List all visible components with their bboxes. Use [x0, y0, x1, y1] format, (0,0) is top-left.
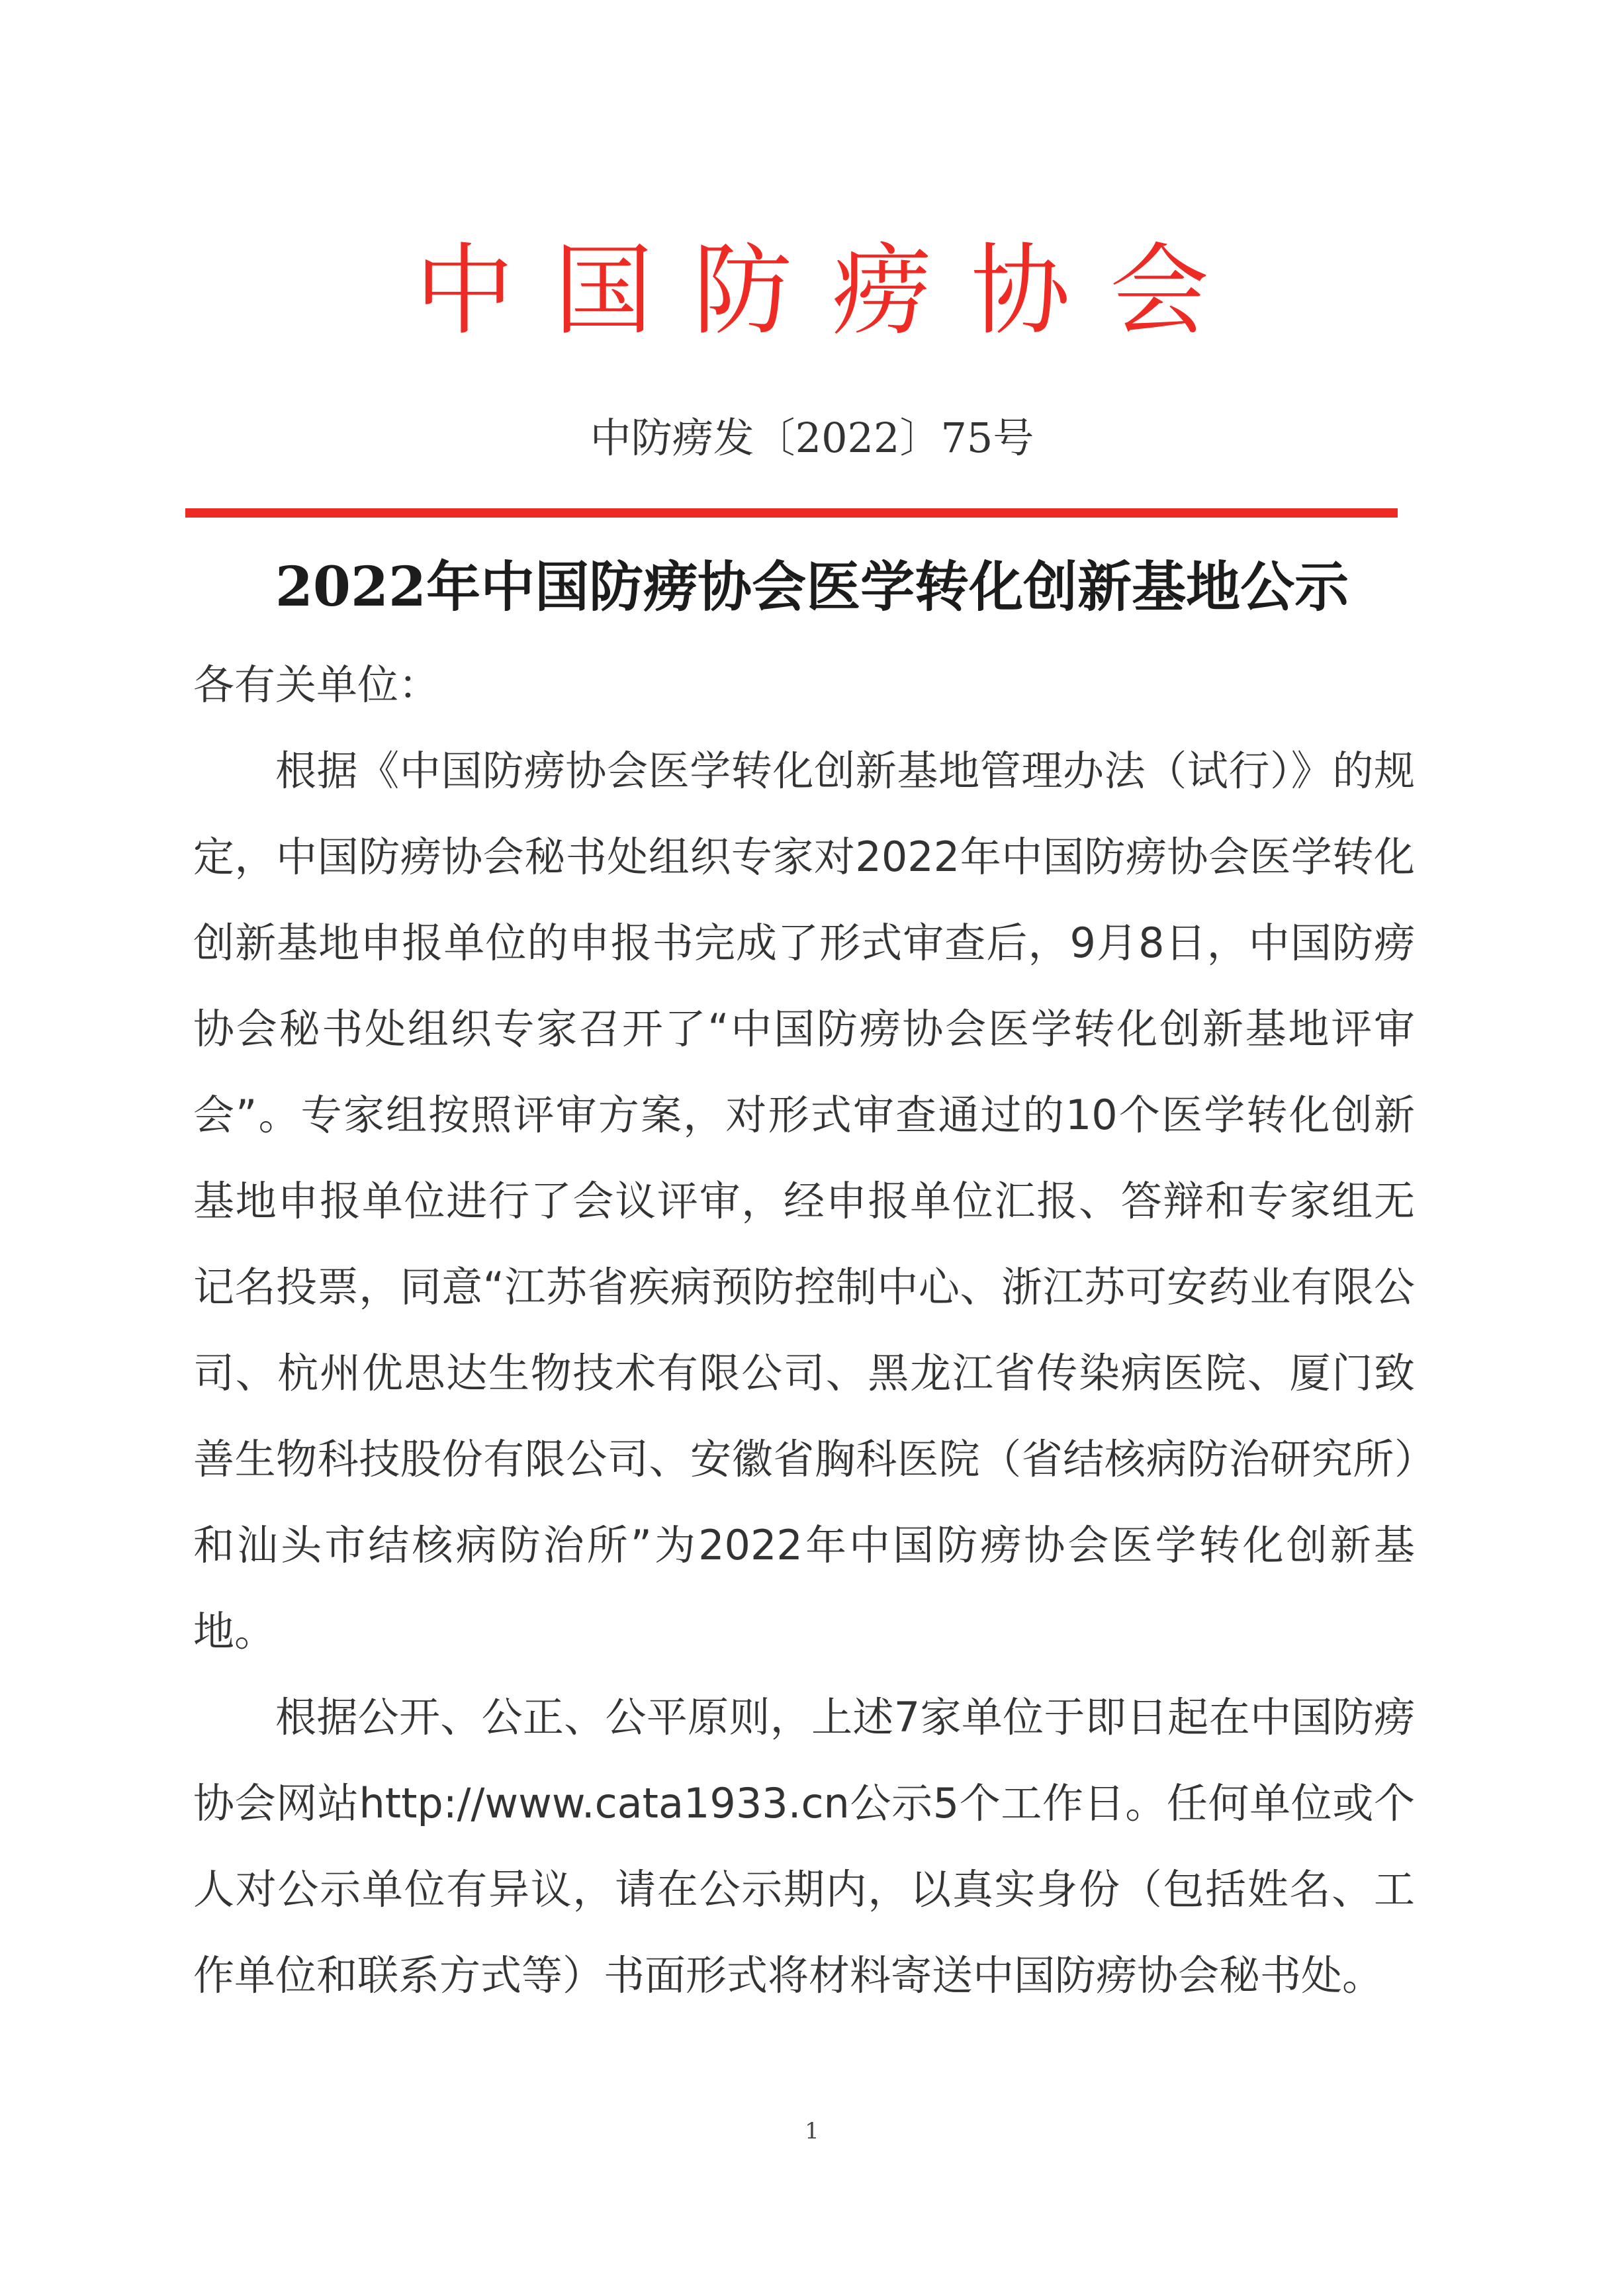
body-paragraph-1: 根据《中国防痨协会医学转化创新基地管理办法（试行）》的规定，中国防痨协会秘书处组织专家对2022年中国防痨协会医学转化创新基地申报单位的申报书完成了形式审查后，9月8日，中国防痨协会秘书处组织专家召开了“中国防痨协会医学转化创新基地评审会”。专家组按照评审方案，对形式审查通过的10个医学转化创新基地申报单位进行了会议评审，经申报单位汇报、答辩和专家组无记名投票，同意“江苏省疾病预防控制中心、浙江苏可安药业有限公司、杭州优思达生物技术有限公司、黑龙江省传染病医院、厦门致善生物科技股份有限公司、安徽省胸科医院（省结核病防治研究所）和汕头市结核病防治所”为2022年中国防痨协会医学转化创新基地。	[193, 747, 1415, 1655]
organization-header: 中国防痨协会	[414, 234, 1249, 349]
page-number: 1	[805, 2118, 819, 2144]
red-divider-line	[185, 508, 1398, 518]
document-title: 2022年中国防痨协会医学转化创新基地公示	[275, 555, 1349, 619]
body-paragraph-2: 根据公开、公正、公平原则，上述7家单位于即日起在中国防痨协会网站http://www.cata1933.cn公示5个工作日。任何单位或个人对公示单位有异议，请在公示期内，以真实身份（包括姓名、工作单位和联系方式等）书面形式将材料寄送中国防痨协会秘书处。	[193, 1693, 1415, 1999]
salutation: 各有关单位：	[193, 661, 440, 709]
document-number: 中防痨发〔2022〕75号	[590, 414, 1034, 462]
